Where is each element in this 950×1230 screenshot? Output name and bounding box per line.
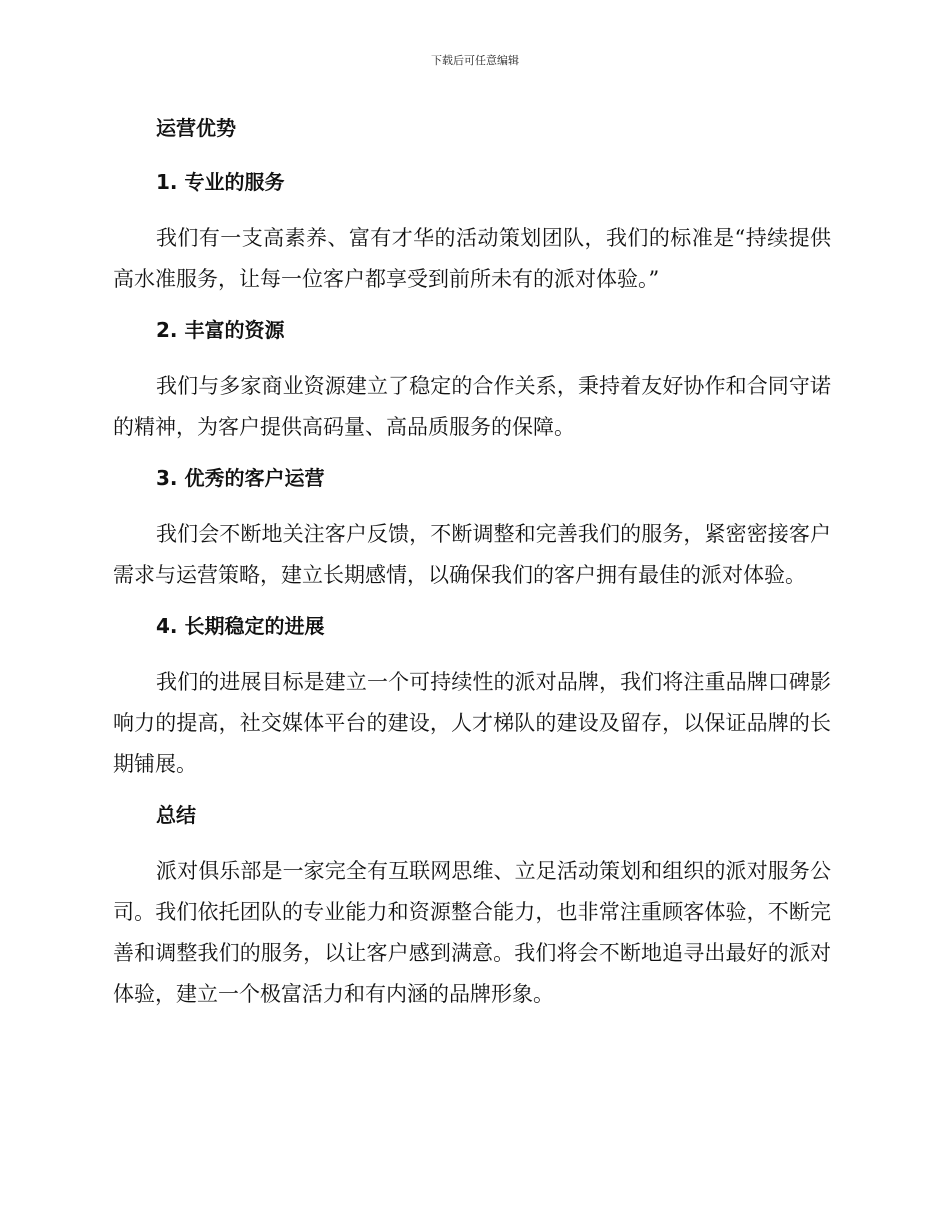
section-heading-summary: 总结 <box>156 803 196 827</box>
document-content <box>113 110 831 1027</box>
paragraph-long-term-progress: 我们的进展目标是建立一个可持续性的派对品牌，我们将注重品牌口碑影响力的提高，社交媒体平台的建设，人才梯队的建设及留存，以保证品牌的长期铺展。 <box>113 670 831 776</box>
paragraph-rich-resources: 我们与多家商业资源建立了稳定的合作关系，秉持着友好协作和合同守诺的精神，为客户提供高码量、高品质服务的保障。 <box>113 374 831 439</box>
section-heading-customer-operations: 3. 优秀的客户运营 <box>156 466 325 490</box>
section-heading-operations-advantage: 运营优势 <box>156 116 236 140</box>
paragraph-professional-service: 我们有一支高素养、富有才华的活动策划团队，我们的标准是“持续提供高水准服务，让每一位客户都享受到前所未有的派对体验。” <box>113 226 831 291</box>
paragraph-summary: 派对俱乐部是一家完全有互联网思维、立足活动策划和组织的派对服务公司。我们依托团队的专业能力和资源整合能力，也非常注重顾客体验，不断完善和调整我们的服务，以让客户感到满意。我们将会不断地追寻出最好的派对体验，建立一个极富活力和有内涵的品牌形象。 <box>113 859 831 1006</box>
section-heading-long-term-progress: 4. 长期稳定的进展 <box>156 614 325 638</box>
paragraph-customer-operations: 我们会不断地关注客户反馈，不断调整和完善我们的服务，紧密密接客户需求与运营策略，建立长期感情，以确保我们的客户拥有最佳的派对体验。 <box>113 522 831 587</box>
section-heading-rich-resources: 2. 丰富的资源 <box>156 318 285 342</box>
section-heading-professional-service: 1. 专业的服务 <box>156 170 285 194</box>
header-note: 下载后可任意编辑 <box>431 54 519 67</box>
